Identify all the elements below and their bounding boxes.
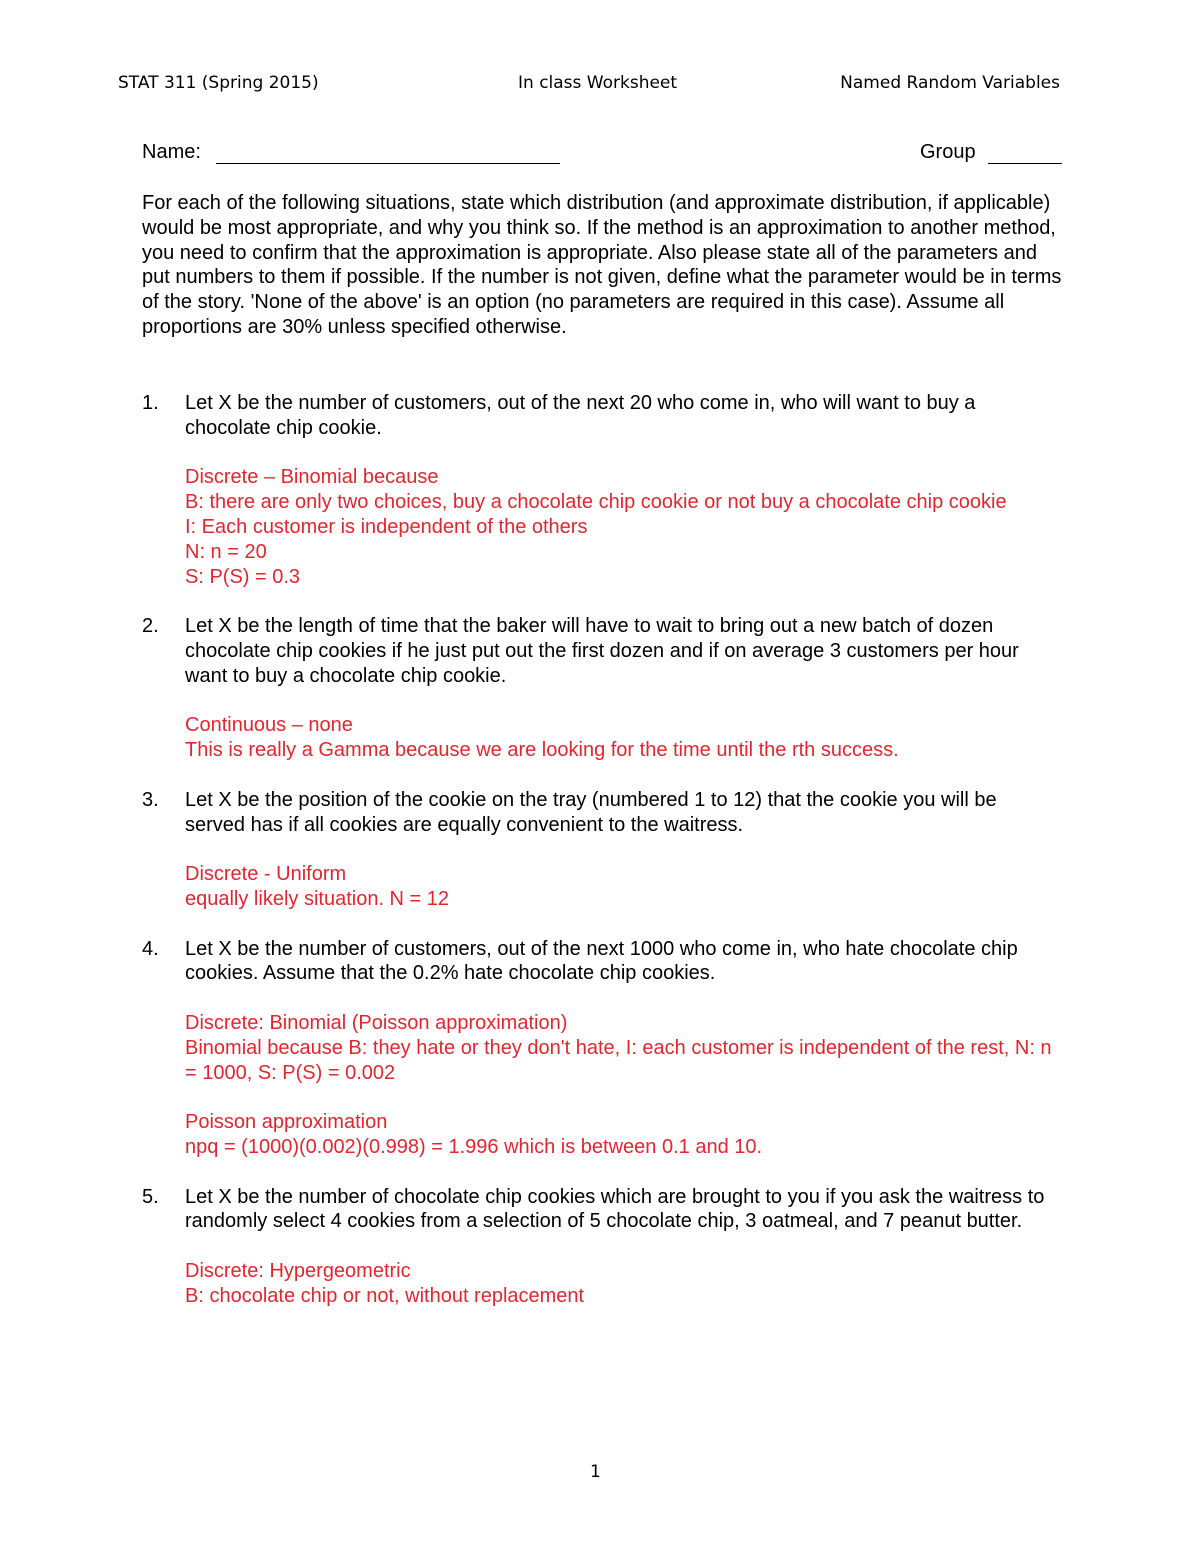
- instructions-text: For each of the following situations, state which distribution (and approximate distribution, if applicable) would be most appropriate, and why you think so. If the method is an approximation to another method, you need to confirm that the approximation is appropriate. Also please state all of the parameters and put numbers to them if possible. If the number is not given, define what the parameter would be in terms of the story. 'None of the above' is an option (no parameters are required in this case). Assume all proportions are 30% unless specified otherwise.: [142, 192, 1062, 338]
- question-list: [142, 391, 1062, 1333]
- group-label: Group: [920, 141, 976, 163]
- question-number: 3.: [142, 788, 159, 811]
- question-number: 2.: [142, 615, 159, 638]
- answer-line: I: Each customer is independent of the others: [185, 515, 588, 538]
- answer-line: equally likely situation. N = 12: [185, 887, 450, 910]
- name-field[interactable]: [216, 141, 560, 164]
- answer-line: Binomial because B: they hate or they don't hate, I: each customer is independent of the rest, N: n = 1000, S: P(S) = 0.002: [185, 1036, 1052, 1084]
- answer-block: [185, 713, 1062, 763]
- answer-block: [185, 1259, 1062, 1309]
- answer-block: [185, 1011, 1062, 1085]
- answer-line: Discrete - Uniform: [185, 863, 347, 886]
- answer-line: S: P(S) = 0.3: [185, 565, 301, 588]
- question-number: 1.: [142, 392, 159, 414]
- question-item: [142, 1185, 1062, 1309]
- answer-block: [185, 862, 1062, 912]
- answer-line: npq = (1000)(0.002)(0.998) = 1.996 which is between 0.1 and 10.: [185, 1135, 763, 1158]
- instructions: [142, 191, 1062, 340]
- question-item: [142, 937, 1062, 1160]
- answer-line: N: n = 20: [185, 540, 267, 563]
- question-prompt: Let X be the number of customers, out of the next 1000 who come in, who hate chocolate chip cookies. Assume that the 0.2% hate chocolate chip cookies.: [185, 937, 1018, 985]
- question-item: [142, 614, 1062, 763]
- question-prompt: Let X be the number of chocolate chip cookies which are brought to you if you ask the waitress to randomly select 4 cookies from a selection of 5 chocolate chip, 3 oatmeal, and 7 peanut butter.: [185, 1185, 1045, 1233]
- question-number: 4.: [142, 937, 159, 960]
- answer-line: B: there are only two choices, buy a chocolate chip cookie or not buy a chocolate chip cookie: [185, 491, 1007, 514]
- answer-line: B: chocolate chip or not, without replacement: [185, 1284, 585, 1307]
- answer-line: Continuous – none: [185, 714, 353, 737]
- worksheet-topic: Named Random Variables: [840, 73, 1060, 93]
- name-label: Name:: [142, 141, 201, 163]
- question-item: [142, 788, 1062, 912]
- worksheet-type: In class Worksheet: [518, 73, 678, 93]
- page-number: 1: [590, 1462, 601, 1482]
- answer-line: Discrete: Hypergeometric: [185, 1259, 411, 1282]
- name-group-row: [142, 141, 1062, 169]
- course-title: STAT 311 (Spring 2015): [118, 73, 319, 93]
- question-prompt: Let X be the length of time that the baker will have to wait to bring out a new batch of dozen chocolate chip cookies if he just put out the first dozen and if on average 3 customers per hour want to buy a chocolate chip cookie.: [185, 615, 1019, 687]
- answer-line: This is really a Gamma because we are looking for the time until the rth success.: [185, 739, 899, 762]
- answer-line: Poisson approximation: [185, 1111, 388, 1134]
- question-item: [142, 391, 1062, 589]
- page-header: [118, 73, 1060, 97]
- answer-block: [185, 465, 1062, 589]
- answer-line: Discrete – Binomial because: [185, 466, 439, 489]
- question-prompt: Let X be the number of customers, out of the next 20 who come in, who will want to buy a chocolate chip cookie.: [185, 392, 976, 439]
- answer-block: [185, 1110, 1062, 1160]
- question-prompt: Let X be the position of the cookie on the tray (numbered 1 to 12) that the cookie you will be served has if all cookies are equally convenient to the waitress.: [185, 788, 997, 836]
- answer-line: Discrete: Binomial (Poisson approximation): [185, 1011, 568, 1034]
- group-field[interactable]: [988, 141, 1062, 164]
- question-number: 5.: [142, 1185, 159, 1208]
